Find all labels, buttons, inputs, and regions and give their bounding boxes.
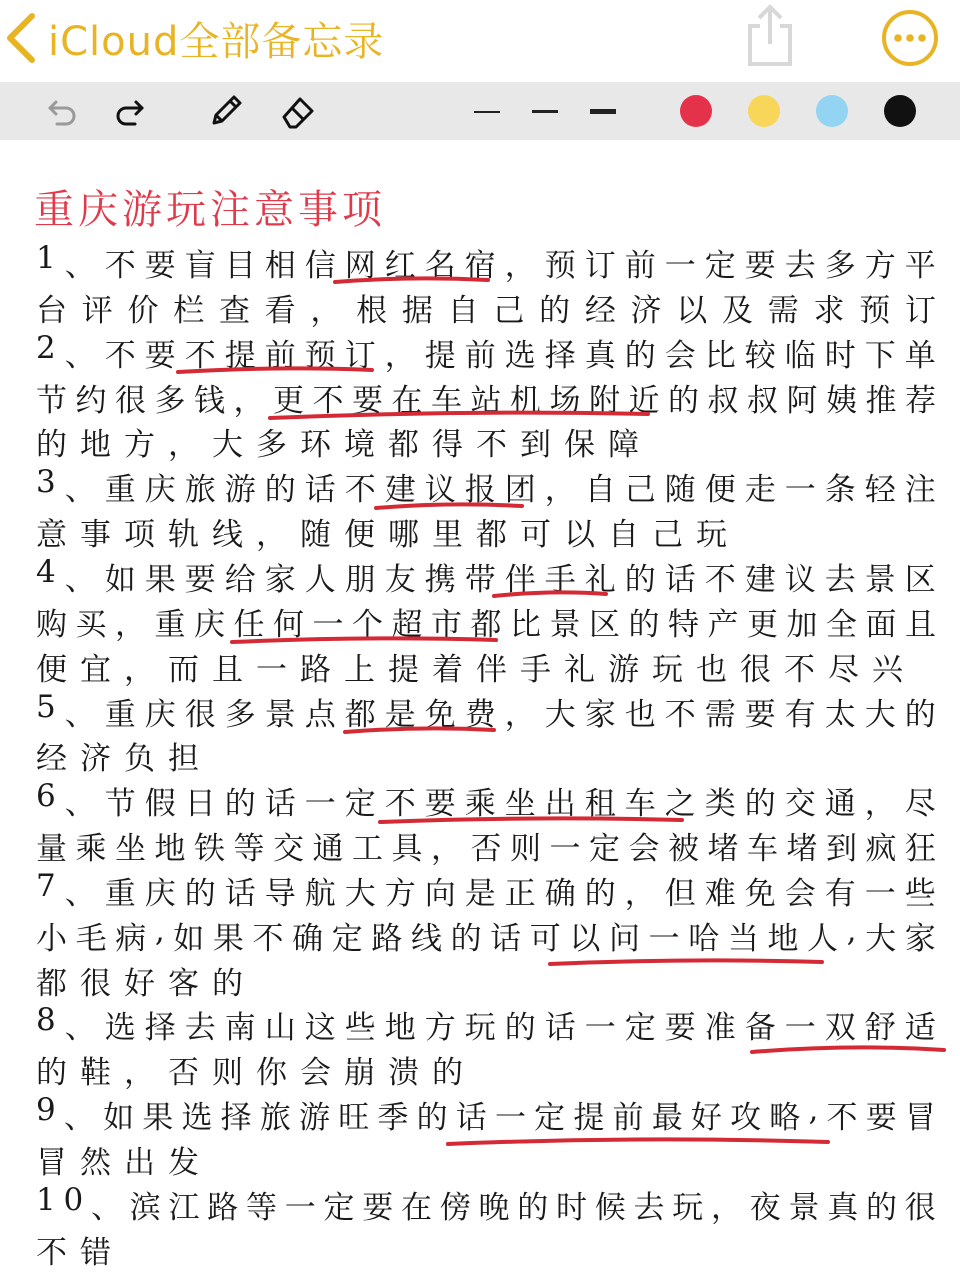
note-line: 都 很 好 客 的 xyxy=(36,965,243,1002)
note-line: 9 、 如 果 选 择 旅 游 旺 季 的 话 一 定 提 前 最 好 攻 略 , 不 要 冒 xyxy=(36,1092,936,1137)
note-line: 台 评 价 栏 查 看 ， 根 据 自 己 的 经 济 以 及 需 求 预 订 xyxy=(36,292,936,329)
note-content[interactable] xyxy=(0,140,960,1280)
note-line: 6 、 节 假 日 的 话 一 定 不 要 乘 坐 出 租 车 之 类 的 交 通 ， 尽 xyxy=(36,778,936,823)
redo-icon xyxy=(113,96,145,126)
note-line: 2 、 不 要 不 提 前 预 订 ， 提 前 选 择 真 的 会 比 较 临 时 下 单 xyxy=(36,329,936,374)
chevron-left-icon xyxy=(2,8,40,68)
back-button[interactable] xyxy=(0,8,384,68)
undo-button[interactable] xyxy=(40,82,86,140)
note-line: 小 毛 病 , 如 果 不 确 定 路 线 的 话 可 以 问 一 哈 当 地 人 , 大 家 xyxy=(36,912,936,957)
note-line: 量 乘 坐 地 铁 等 交 通 工 具 ， 否 则 一 定 会 被 堵 车 堵 到 疯 狂 xyxy=(36,831,936,868)
stroke-width-medium[interactable] xyxy=(532,110,558,113)
color-black[interactable] xyxy=(884,95,916,127)
note-line: 4 、 如 果 要 给 家 人 朋 友 携 带 伴 手 礼 的 话 不 建 议 去 景 区 xyxy=(36,553,936,598)
more-icon[interactable] xyxy=(880,8,940,68)
note-line: 节 约 很 多 钱 ， 更 不 要 在 车 站 机 场 附 近 的 叔 叔 阿 姨 推 荐 xyxy=(36,382,936,419)
note-line: 便 宜 ， 而 且 一 路 上 提 着 伴 手 礼 游 玩 也 很 不 尽 兴 xyxy=(36,651,903,688)
color-red[interactable] xyxy=(680,95,712,127)
note-line: 3 、 重 庆 旅 游 的 话 不 建 议 报 团 ， 自 己 随 便 走 一 条 轻 注 xyxy=(36,464,936,509)
pencil-tool[interactable] xyxy=(200,82,252,140)
note-title: 重庆游玩注意事项 xyxy=(34,187,386,233)
color-yellow[interactable] xyxy=(748,95,780,127)
back-label: iCloud全部备忘录 xyxy=(48,18,385,65)
note-line: 5 、 重 庆 很 多 景 点 都 是 免 费 ， 大 家 也 不 需 要 有 太 大 的 xyxy=(36,688,936,733)
note-line: 1 、 不 要 盲 目 相 信 网 红 名 宿 ， 预 订 前 一 定 要 去 多 方 平 xyxy=(36,240,936,284)
note-line: 经 济 负 担 xyxy=(36,741,199,778)
note-line: 1 0 、 滨 江 路 等 一 定 要 在 傍 晚 的 时 候 去 玩 ， 夜 景 真 的 很 xyxy=(36,1181,936,1226)
pencil-icon xyxy=(206,91,246,131)
note-line: 不 错 xyxy=(36,1234,111,1271)
stroke-width-thick[interactable] xyxy=(590,109,616,114)
note-line: 的 鞋 ， 否 则 你 会 崩 溃 的 xyxy=(36,1055,463,1092)
stroke-width-thin[interactable] xyxy=(474,111,500,113)
eraser-tool[interactable] xyxy=(272,82,324,140)
navigation-bar xyxy=(0,0,960,82)
note-line: 冒 然 出 发 xyxy=(36,1145,199,1181)
eraser-icon xyxy=(278,91,318,131)
note-line: 8 、 选 择 去 南 山 这 些 地 方 玩 的 话 一 定 要 准 备 一 双 舒 适 xyxy=(36,1002,936,1047)
share-icon[interactable] xyxy=(742,2,798,68)
undo-icon xyxy=(47,96,79,126)
note-line: 7 、 重 庆 的 话 导 航 大 方 向 是 正 确 的 ， 但 难 免 会 有 一 些 xyxy=(36,867,936,912)
note-line: 意 事 项 轨 线 ， 随 便 哪 里 都 可 以 自 己 玩 xyxy=(36,517,727,554)
note-line: 的 地 方 ， 大 多 环 境 都 得 不 到 保 障 xyxy=(36,427,639,464)
redo-button[interactable] xyxy=(106,82,152,140)
drawing-toolbar xyxy=(0,82,960,140)
color-blue[interactable] xyxy=(816,95,848,127)
note-line: 购 买 ， 重 庆 任 何 一 个 超 市 都 比 景 区 的 特 产 更 加 全 面 且 xyxy=(36,606,936,643)
